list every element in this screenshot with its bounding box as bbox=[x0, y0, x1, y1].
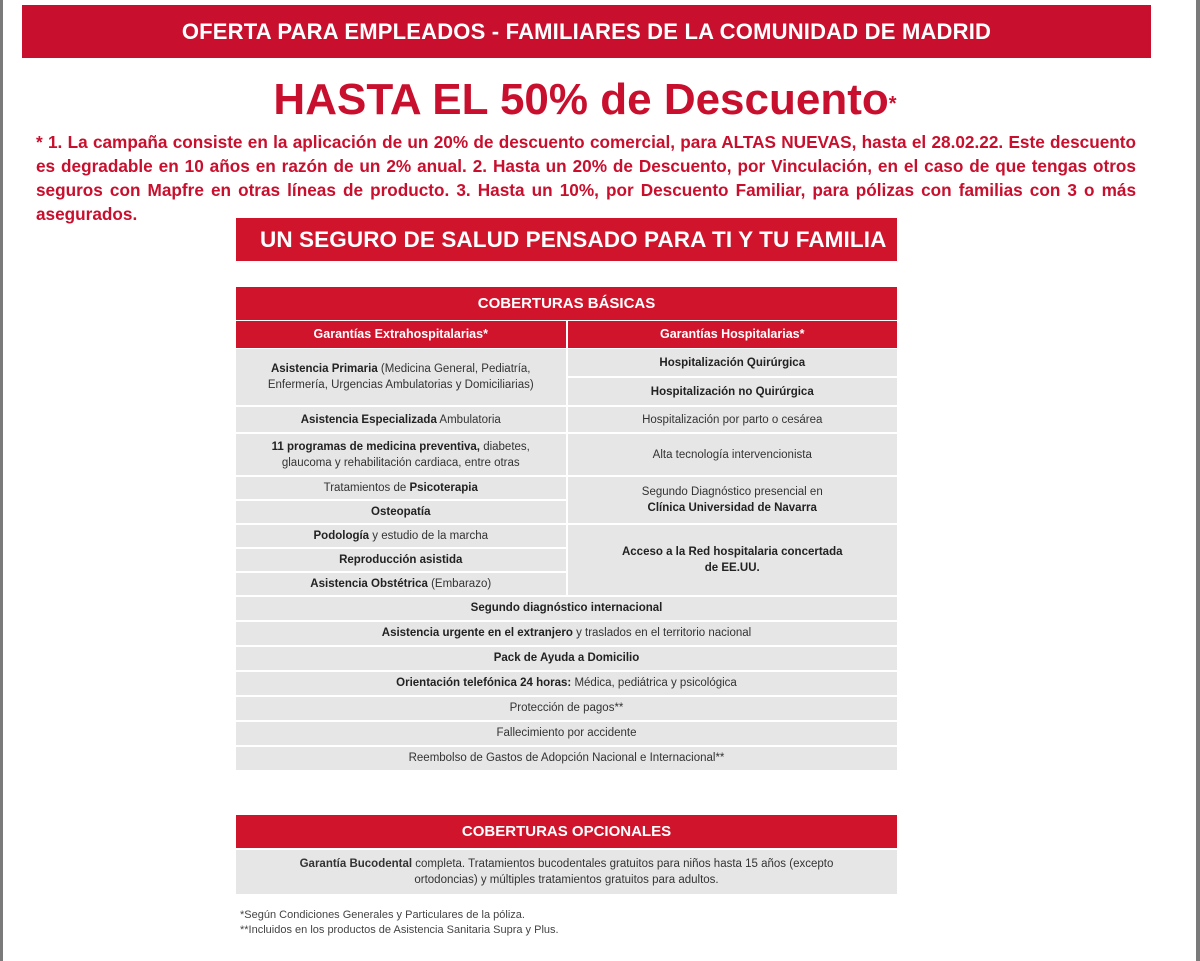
section-title: UN SEGURO DE SALUD PENSADO PARA TI Y TU FAMILIA bbox=[236, 218, 897, 261]
extrahospital-column bbox=[236, 349, 566, 597]
headline-text: HASTA EL 50% de Descuento bbox=[273, 75, 889, 124]
coverage-cell: Asistencia Obstétrica (Embarazo) bbox=[236, 573, 566, 595]
coverage-cell: Hospitalización por parto o cesárea bbox=[568, 407, 898, 432]
coverage-row: Pack de Ayuda a Domicilio bbox=[236, 647, 897, 670]
basic-coverage-title: COBERTURAS BÁSICAS bbox=[236, 287, 897, 320]
coverage-cell: Podología y estudio de la marcha bbox=[236, 525, 566, 547]
optional-coverage-table bbox=[236, 815, 897, 894]
coverage-cell: Segundo Diagnóstico presencial en Clínica Universidad de Navarra bbox=[568, 477, 898, 523]
offer-banner bbox=[22, 5, 1151, 58]
coverage-cell: Acceso a la Red hospitalaria concertada de EE.UU. bbox=[568, 525, 898, 595]
coverage-row: Reembolso de Gastos de Adopción Nacional e Internacional** bbox=[236, 747, 897, 770]
extrahospital-header: Garantías Extrahospitalarias* bbox=[236, 321, 566, 348]
discount-headline bbox=[0, 74, 1170, 126]
coverage-cell: Hospitalización Quirúrgica bbox=[568, 349, 898, 376]
coverage-cell: Tratamientos de Psicoterapia bbox=[236, 477, 566, 499]
coverage-cell: Reproducción asistida bbox=[236, 549, 566, 571]
basic-coverage-table bbox=[236, 287, 897, 772]
coverage-cell: Osteopatía bbox=[236, 501, 566, 523]
page-frame-right bbox=[1196, 0, 1200, 961]
offer-banner-title: OFERTA PARA EMPLEADOS - FAMILIARES DE LA COMUNIDAD DE MADRID bbox=[181, 18, 992, 44]
coverage-row: Asistencia urgente en el extranjero y traslados en el territorio nacional bbox=[236, 622, 897, 645]
page-frame-left bbox=[0, 0, 3, 961]
coverage-row: Segundo diagnóstico internacional bbox=[236, 597, 897, 620]
optional-coverage-title: COBERTURAS OPCIONALES bbox=[236, 815, 897, 848]
footnotes bbox=[240, 908, 559, 938]
optional-coverage-cell: Garantía Bucodental completa. Tratamientos bucodentales gratuitos para niños hasta 15 años (excepto ortodoncias) y múltiples tratamientos gratuitos para adultos. bbox=[236, 850, 897, 894]
campaign-disclaimer: * 1. La campaña consiste en la aplicación de un 20% de descuento comercial, para ALTAS NUEVAS, hasta el 28.02.22. Este descuento es degradable en 10 años en razón de un 2% anual. 2. Hasta un 20% de Descuento, por Vinculación, en el caso de que tengas otros seguros con Mapfre en otras líneas de producto. 3. Hasta un 10%, por Descuento Familiar, para pólizas con familias con 3 o más asegurados. bbox=[36, 132, 1136, 224]
coverage-row: Protección de pagos** bbox=[236, 697, 897, 720]
coverage-cell: Asistencia Especializada Ambulatoria bbox=[236, 407, 566, 432]
footnote: **Incluidos en los productos de Asistencia Sanitaria Supra y Plus. bbox=[240, 924, 559, 936]
coverage-cell: Hospitalización no Quirúrgica bbox=[568, 378, 898, 405]
coverage-cell: Asistencia Primaria (Medicina General, Pediatría, Enfermería, Urgencias Ambulatorias y Domiciliarias) bbox=[236, 349, 566, 405]
coverage-row: Orientación telefónica 24 horas: Médica, pediátrica y psicológica bbox=[236, 672, 897, 695]
coverage-row: Fallecimiento por accidente bbox=[236, 722, 897, 745]
footnote: *Según Condiciones Generales y Particulares de la póliza. bbox=[240, 909, 525, 921]
headline-footnote-mark: * bbox=[888, 93, 897, 115]
coverage-cell: Alta tecnología intervencionista bbox=[568, 434, 898, 475]
hospital-header: Garantías Hospitalarias* bbox=[568, 321, 898, 348]
coverage-cell: 11 programas de medicina preventiva, diabetes, glaucoma y rehabilitación cardiaca, entre otras bbox=[236, 434, 566, 475]
hospital-column bbox=[568, 349, 898, 597]
